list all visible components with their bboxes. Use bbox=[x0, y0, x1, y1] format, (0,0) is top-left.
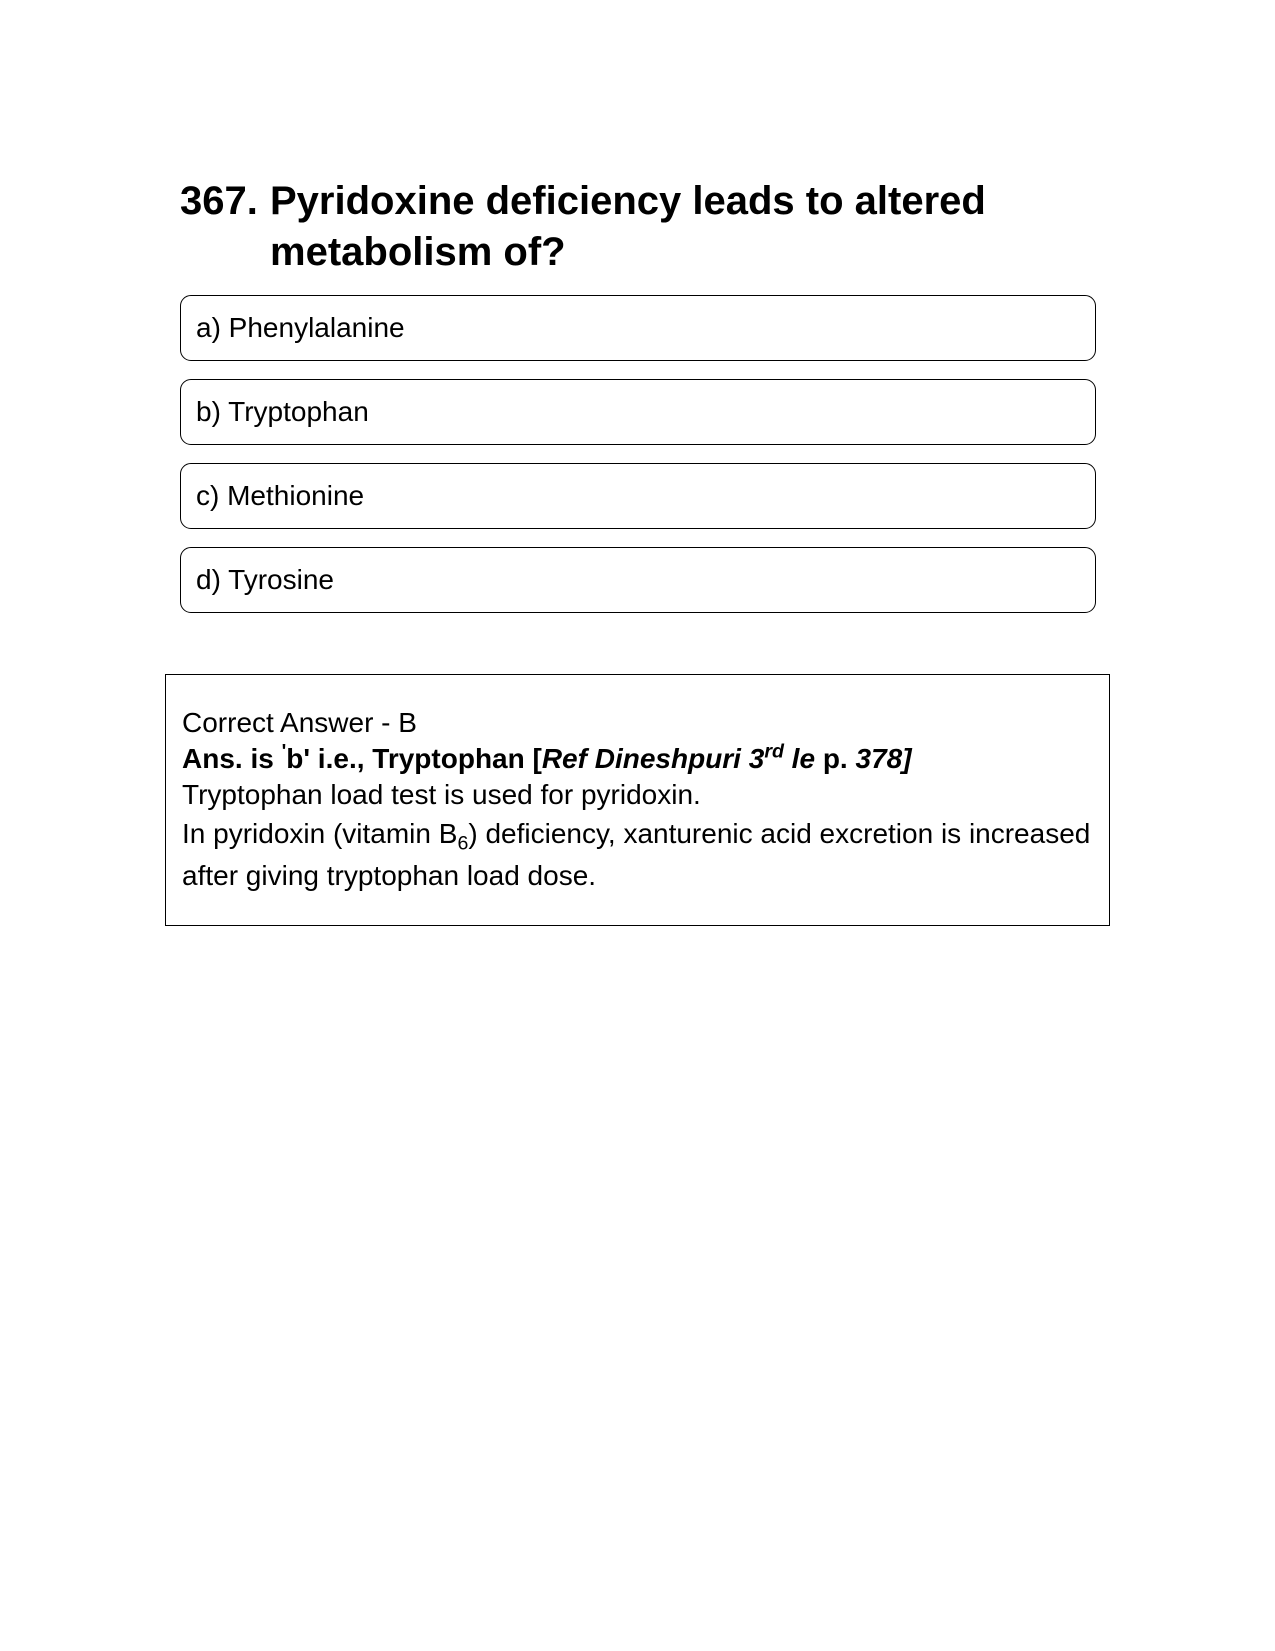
option-a[interactable] bbox=[180, 295, 1096, 361]
option-d-label: d) Tyrosine bbox=[196, 564, 334, 595]
answer-heading-prefix: Ans. is bbox=[182, 743, 282, 774]
answer-heading bbox=[182, 741, 1093, 777]
option-c[interactable] bbox=[180, 463, 1096, 529]
question-text: Pyridoxine deficiency leads to altered metabolism of? bbox=[270, 179, 986, 274]
correct-answer: Correct Answer - B bbox=[182, 707, 417, 738]
option-d[interactable] bbox=[180, 547, 1096, 613]
reference-page-label: p. bbox=[815, 743, 856, 774]
answer-heading-main: b' i.e., Tryptophan [ bbox=[286, 743, 542, 774]
explanation-2-before: In pyridoxin (vitamin B bbox=[182, 818, 458, 849]
explanation-2-after: ) deficiency, xanturenic acid excretion is increased after giving tryptophan load dose. bbox=[182, 818, 1091, 891]
explanation-2-subscript: 6 bbox=[457, 832, 469, 855]
reference-edition-suffix: rd bbox=[764, 740, 784, 763]
reference-edition: le bbox=[783, 743, 816, 774]
option-b-label: b) Tryptophan bbox=[196, 396, 369, 427]
option-b[interactable] bbox=[180, 379, 1096, 445]
explanation-line-2 bbox=[182, 813, 1093, 897]
option-a-label: a) Phenylalanine bbox=[196, 312, 405, 343]
question-heading bbox=[180, 176, 1060, 278]
reference-page: 378] bbox=[855, 743, 912, 774]
reference-book: Ref Dineshpuri 3 bbox=[541, 743, 765, 774]
question-number: 367. bbox=[180, 179, 258, 223]
answer-box bbox=[165, 674, 1110, 926]
answer-heading-tick: ' bbox=[281, 740, 287, 763]
explanation-line-1: Tryptophan load test is used for pyridoxin. bbox=[182, 779, 701, 810]
option-c-label: c) Methionine bbox=[196, 480, 365, 511]
